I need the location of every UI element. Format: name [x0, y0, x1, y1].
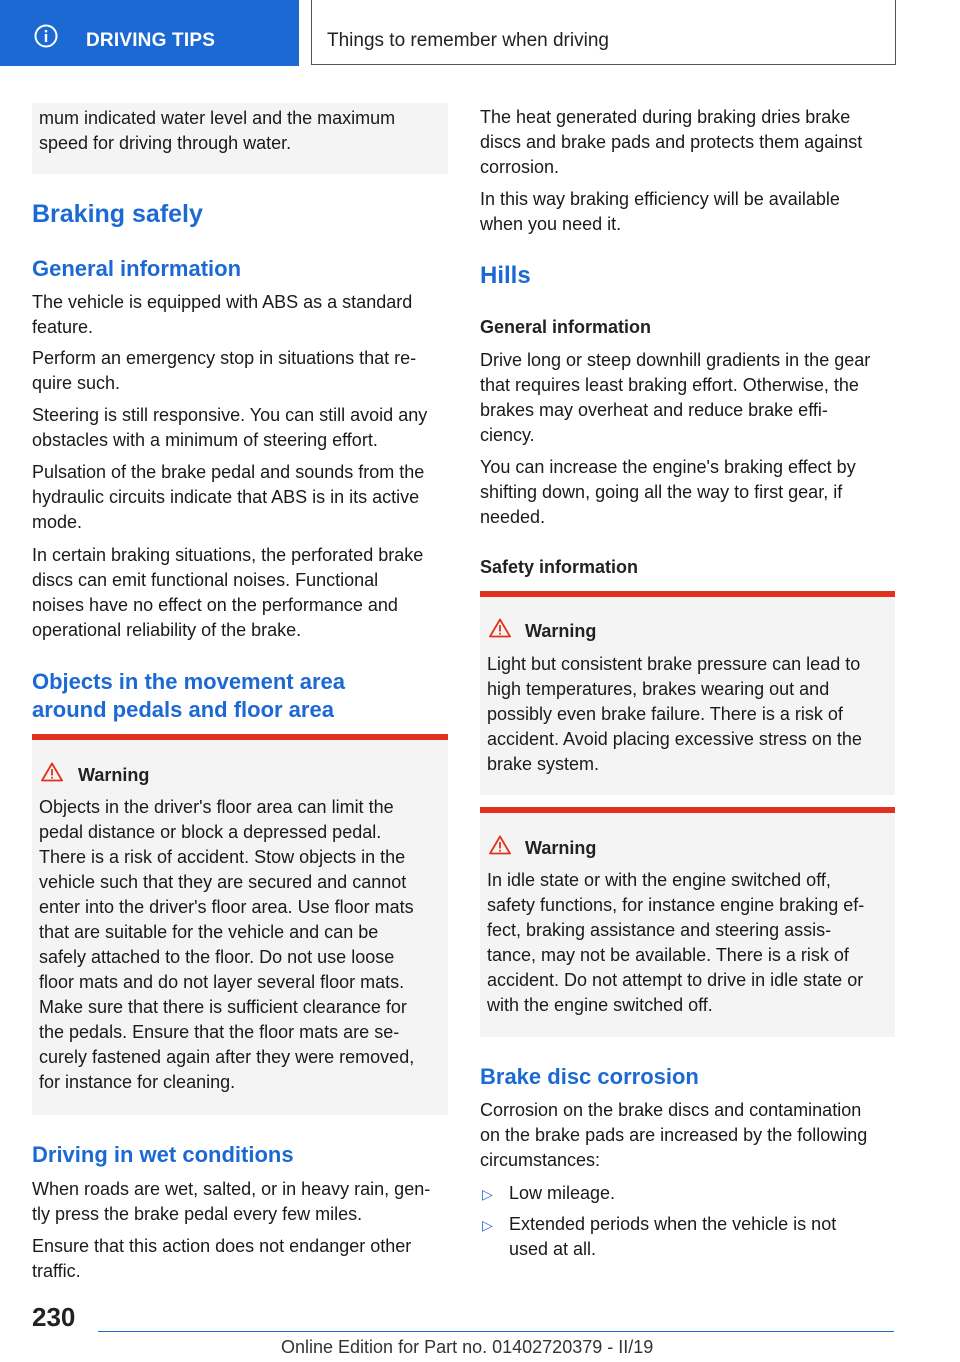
- warning-label: Warning: [525, 838, 597, 858]
- warning-triangle-icon: [489, 835, 511, 855]
- paragraph: You can increase the engine's braking effect by shifting down, going all the way to first gear, if needed.: [480, 457, 856, 527]
- hills-title: Hills: [480, 262, 531, 289]
- page-number: 230: [32, 1302, 76, 1332]
- objects-title: Objects in the movement area around pedals and floor area: [32, 669, 345, 722]
- paragraph: Pulsation of the brake pedal and sounds from the hydraulic circuits indicate that ABS is in its active mode.: [32, 462, 425, 532]
- paragraph: Drive long or steep downhill gradients in the gear that requires least braking effort. Otherwise, the brakes may overheat and reduce brake effi‐ ciency.: [480, 350, 871, 445]
- section-label: DRIVING TIPS: [86, 30, 216, 51]
- warning-triangle-icon: [41, 762, 63, 782]
- list-item: Extended periods when the vehicle is not used at all.: [509, 1214, 837, 1259]
- chapter-title: Things to remember when driving: [327, 30, 609, 51]
- general-info-title: General information: [32, 256, 242, 281]
- paragraph: Perform an emergency stop in situations that re‐ quire such.: [32, 348, 417, 393]
- wet-conditions-title: Driving in wet conditions: [32, 1142, 294, 1167]
- warning-label: Warning: [78, 765, 150, 785]
- warning-text: In idle state or with the engine switched off, safety functions, for instance engine braking ef‐ fect, braking assistance and steering assis‐ tance, may not be available. There is a risk of accident. Do not attempt to drive in idle state or with the engine switched off.: [487, 870, 865, 1015]
- warning-text: Light but consistent brake pressure can lead to high temperatures, brakes wearing out and possibly even brake failure. There is a risk of accident. Avoid placing excessive stress on the brake system.: [487, 654, 862, 774]
- chapter-header: [311, 0, 896, 65]
- paragraph: Ensure that this action does not endanger other traffic.: [32, 1236, 412, 1281]
- paragraph: The vehicle is equipped with ABS as a standard feature.: [32, 292, 413, 337]
- paragraph: Corrosion on the brake discs and contamination on the brake pads are increased by the following circumstances:: [480, 1100, 868, 1170]
- paragraph: When roads are wet, salted, or in heavy rain, gen‐ tly press the brake pedal every few miles.: [32, 1179, 431, 1224]
- brake-corrosion-title: Brake disc corrosion: [480, 1064, 699, 1089]
- warning-triangle-icon: [489, 618, 511, 638]
- footer-edition: Online Edition for Part no. 01402720379 - II/19: [281, 1337, 654, 1357]
- bullet-triangle-icon: ▷: [482, 1217, 493, 1233]
- paragraph: The heat generated during braking dries brake discs and brake pads and protects them against corrosion.: [480, 107, 863, 177]
- list-item: Low mileage.: [509, 1183, 616, 1203]
- continued-text: mum indicated water level and the maximum speed for driving through water.: [39, 108, 396, 153]
- section-tab: [0, 0, 299, 66]
- paragraph: Steering is still responsive. You can still avoid any obstacles with a minimum of steering effort.: [32, 405, 428, 450]
- info-icon: [34, 24, 58, 48]
- braking-safely-title: Braking safely: [32, 200, 203, 228]
- warning-text: Objects in the driver's floor area can limit the pedal distance or block a depressed pedal. There is a risk of accident. Stow objects in the vehicle such that they are secured and cannot enter into the driver's floor area. Use floor mats that are suitable for the vehicle and can be safely attached to the floor. Do not use loose floor mats and do not layer several floor mats. Make sure that there is sufficient clearance for the pedals. Ensure that the floor mats are se‐ curely fastened again after they were removed, for instance for cleaning.: [39, 797, 415, 1092]
- paragraph: In this way braking efficiency will be available when you need it.: [480, 189, 840, 234]
- footer-divider: [98, 1331, 894, 1332]
- bullet-triangle-icon: ▷: [482, 1186, 493, 1202]
- general-info-subtitle: General information: [480, 317, 652, 337]
- warning-label: Warning: [525, 621, 597, 641]
- safety-info-subtitle: Safety information: [480, 557, 639, 577]
- paragraph: In certain braking situations, the perforated brake discs can emit functional noises. Functional noises have no effect on the performance and operational reliability of the brake.: [32, 545, 424, 640]
